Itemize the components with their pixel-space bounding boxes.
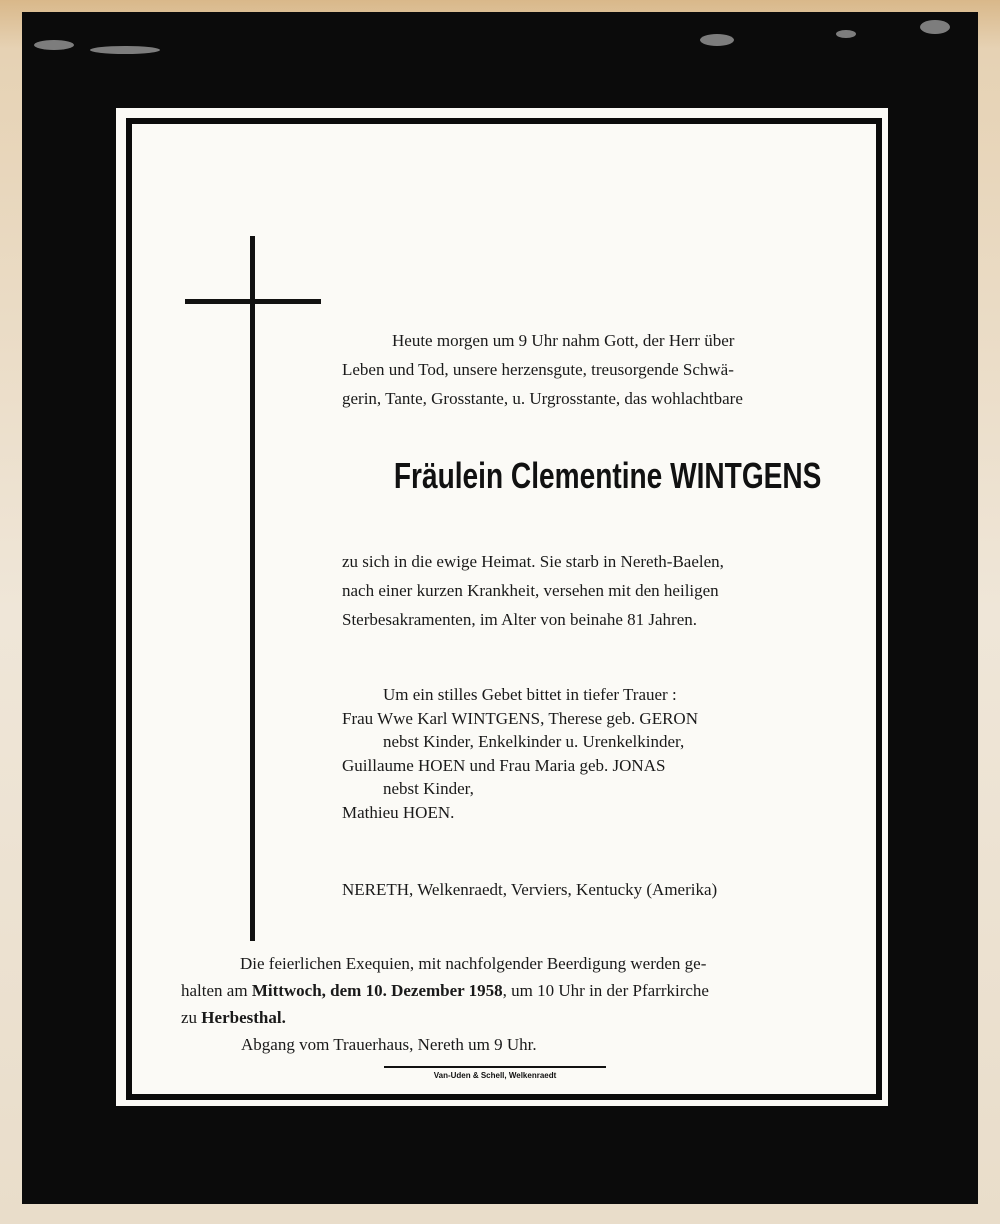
cross-icon-horizontal-bar (185, 299, 321, 304)
mourner-line: Mathieu HOEN. (342, 802, 455, 822)
worn-spot (836, 30, 856, 38)
funeral-line (181, 977, 709, 1004)
departure-line: Abgang vom Trauerhaus, Nereth um 9 Uhr. (241, 1035, 537, 1054)
worn-spot (920, 20, 950, 34)
cross-icon-vertical-bar (250, 236, 255, 941)
intro-line: Heute morgen um 9 Uhr nahm Gott, der Herr über (392, 331, 735, 350)
funeral-line: Die feierlichen Exequien, mit nachfolgender Beerdigung werden ge- (240, 954, 707, 973)
funeral-date: Mittwoch, dem 10. Dezember 1958 (251, 981, 503, 1000)
worn-spot (34, 40, 74, 50)
mourners-heading: Um ein stilles Gebet bittet in tiefer Trauer : (383, 685, 677, 704)
mourner-line: Guillaume HOEN und Frau Maria geb. JONAS (342, 755, 666, 775)
death-line: Sterbesakramenten, im Alter von beinahe 81 Jahren. (342, 610, 697, 629)
worn-spot (90, 46, 160, 54)
funeral-line (181, 1004, 709, 1031)
funeral-text: halten am (181, 981, 252, 1000)
worn-spot (700, 34, 734, 46)
places-line: NERETH, Welkenraedt, Verviers, Kentucky (Amerika) (342, 880, 718, 899)
intro-line: gerin, Tante, Grosstante, u. Urgrosstante, das wohlachtbare (342, 389, 743, 408)
mourner-line: nebst Kinder, Enkelkinder u. Urenkelkinder, (383, 732, 685, 751)
death-line: nach einer kurzen Krankheit, versehen mit den heiligen (342, 581, 719, 600)
deceased-name: Fräulein Clementine WINTGENS (393, 455, 822, 496)
intro-line: Leben und Tod, unsere herzensgute, treusorgende Schwä- (342, 360, 734, 379)
funeral-paragraph (181, 950, 709, 1031)
death-line: zu sich in die ewige Heimat. Sie starb in Nereth-Baelen, (342, 552, 724, 571)
mourner-line: Frau Wwe Karl WINTGENS, Therese geb. GERON (342, 708, 698, 728)
funeral-text: zu (181, 1008, 202, 1027)
mourner-line: nebst Kinder, (383, 779, 474, 798)
death-paragraph (342, 547, 724, 634)
printer-imprint: Van-Uden & Schell, Welkenraedt (433, 1071, 557, 1080)
funeral-place: Herbesthal. (201, 1008, 286, 1027)
funeral-text: , um 10 Uhr in der Pfarrkirche (502, 981, 709, 1000)
mourners-list (342, 683, 698, 824)
intro-paragraph (342, 326, 743, 413)
